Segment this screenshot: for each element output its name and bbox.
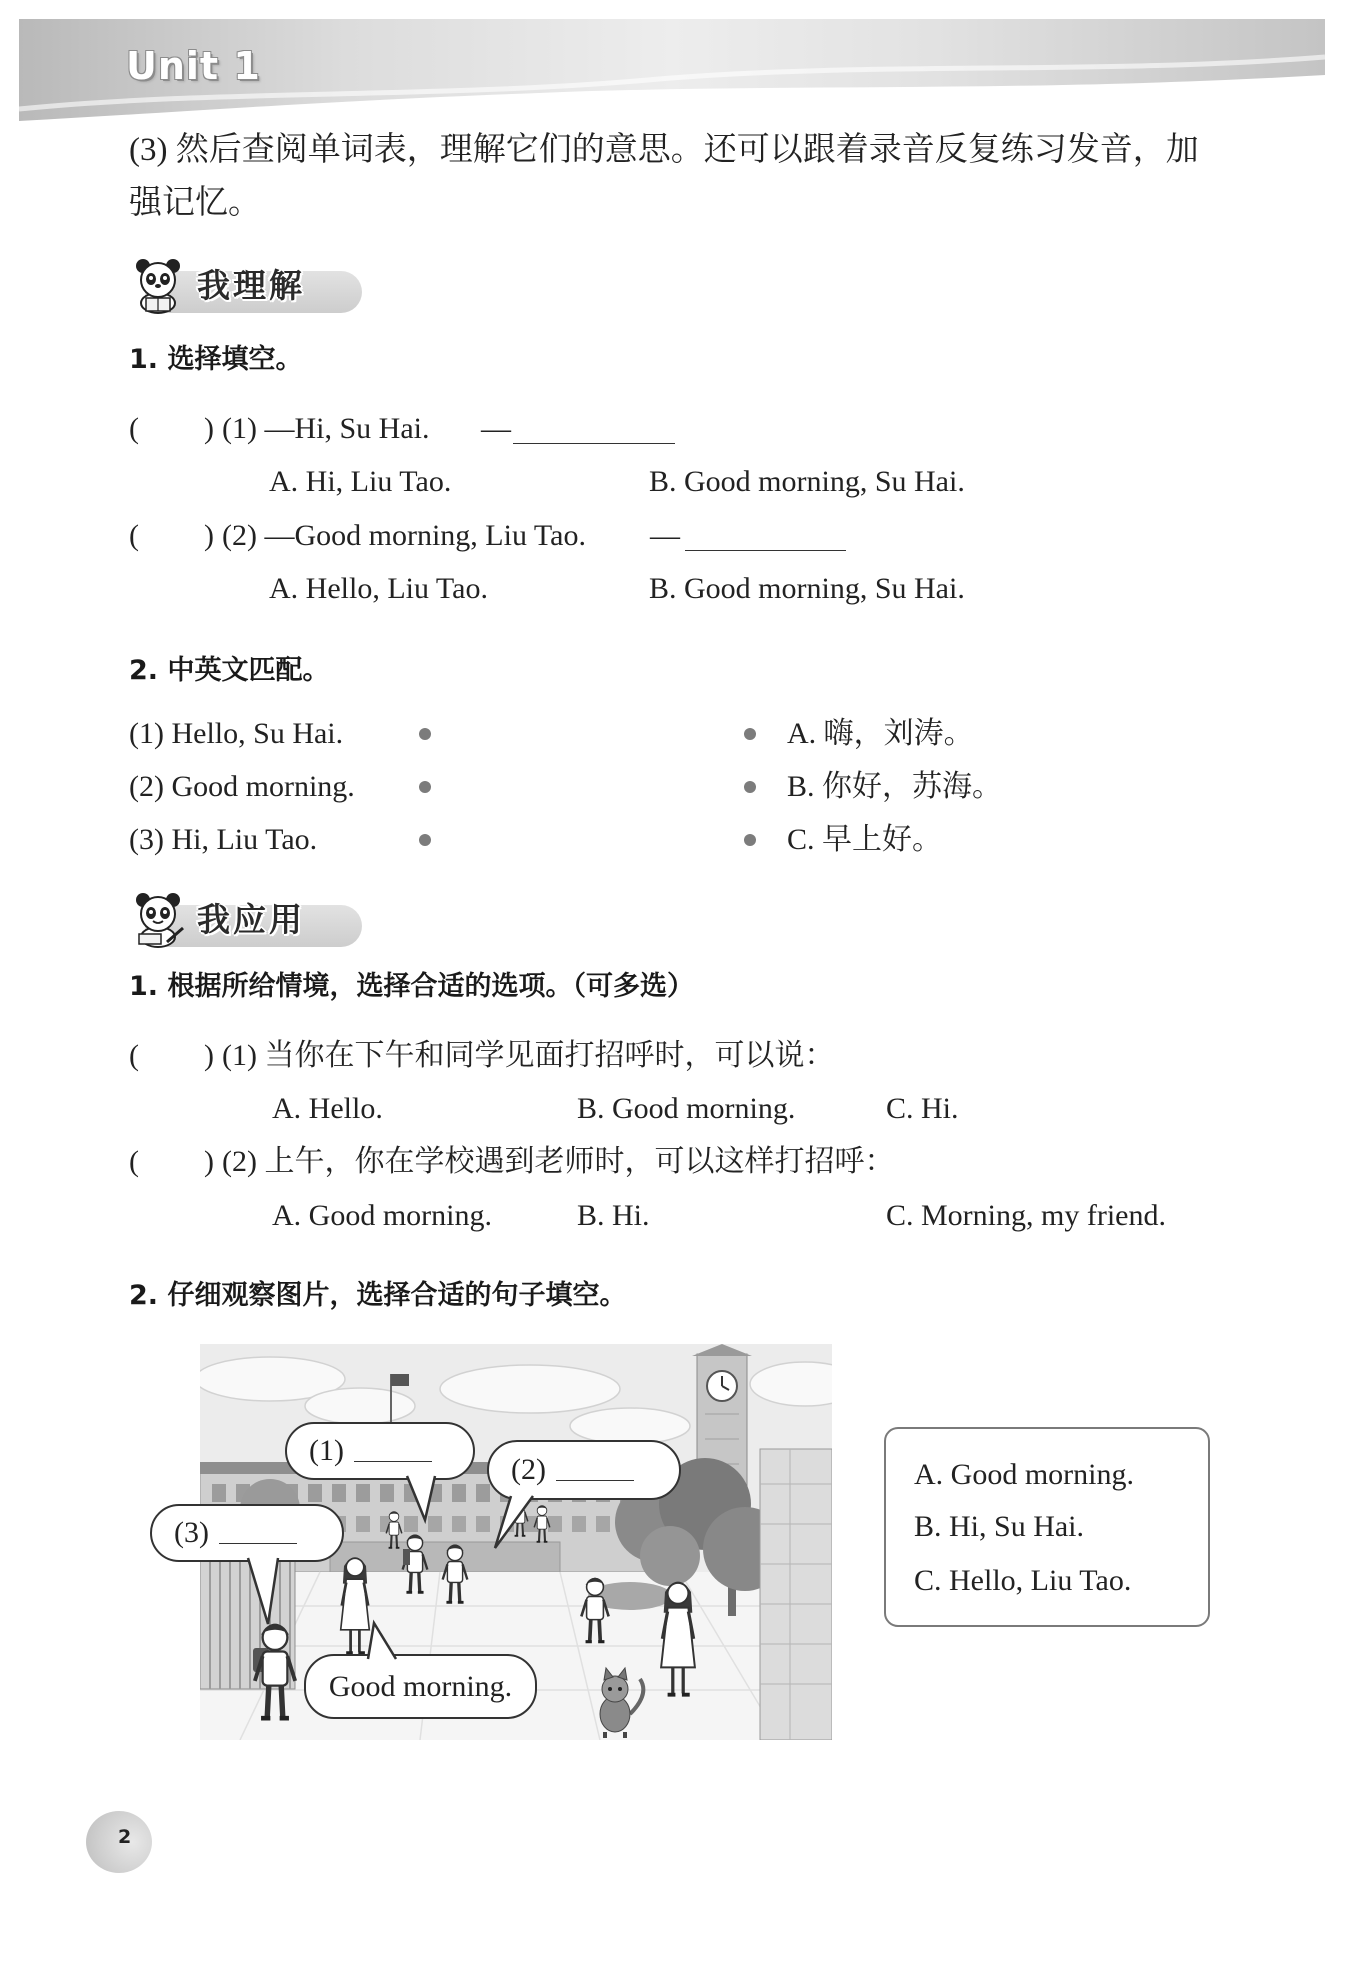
match-right-dot-1	[744, 728, 756, 740]
answer-bracket-close: )	[204, 1039, 214, 1072]
match-left-item-3: (3) Hi, Liu Tao.	[129, 823, 318, 856]
match-right-item-b: B. 你好，苏海。	[787, 770, 1003, 803]
apply-q1-item2-option-a: A. Good morning.	[272, 1199, 492, 1232]
unit-title: Unit 1	[126, 44, 261, 88]
understand-q1-item2-option-b: B. Good morning, Su Hai.	[649, 572, 965, 605]
speech-bubble-good-morning-tail	[362, 1621, 402, 1659]
match-right-dot-3	[744, 834, 756, 846]
match-right-item-a: A. 嗨，刘涛。	[787, 717, 974, 750]
understand-q2-title: 2. 中英文匹配。	[129, 655, 330, 686]
speech-bubble-3-blank	[219, 1543, 297, 1544]
answer-bracket-open: (	[129, 519, 139, 552]
speech-bubble-1-blank	[354, 1461, 432, 1462]
understand-q1-item2-option-a: A. Hello, Liu Tao.	[269, 572, 488, 605]
speech-bubble-2-blank	[556, 1480, 634, 1481]
panda-writing-icon	[131, 890, 185, 948]
sentence-option-c: C. Hello, Liu Tao.	[914, 1564, 1132, 1597]
match-left-item-2: (2) Good morning.	[129, 770, 355, 803]
speech-bubble-good-morning-text: Good morning.	[328, 1669, 513, 1703]
apply-q1-item2-stem: (2) 上午，你在学校遇到老师时，可以这样打招呼：	[222, 1145, 895, 1178]
sentence-option-b: B. Hi, Su Hai.	[914, 1510, 1085, 1543]
badge-label-apply: 我应用	[197, 900, 305, 939]
answer-bracket-close: )	[204, 519, 214, 552]
understand-q1-item1-option-a: A. Hi, Liu Tao.	[269, 465, 452, 498]
speech-bubble-2-tail	[489, 1496, 539, 1552]
apply-q1-item1-option-c: C. Hi.	[886, 1092, 959, 1125]
speech-bubble-2	[487, 1440, 681, 1500]
answer-bracket-close: )	[204, 1145, 214, 1178]
speech-bubble-3-tail	[244, 1558, 284, 1628]
match-left-dot-1	[419, 728, 431, 740]
apply-q1-title: 1. 根据所给情境，选择合适的选项。（可多选）	[129, 971, 694, 1002]
answer-bracket-open: (	[129, 1039, 139, 1072]
section-badge-understand	[131, 256, 362, 314]
speech-bubble-good-morning	[304, 1654, 537, 1719]
sentence-option-a: A. Good morning.	[914, 1458, 1134, 1491]
apply-q1-item1-option-b: B. Good morning.	[577, 1092, 796, 1125]
understand-q1-item2-reply-dash: —	[650, 519, 680, 552]
page-number: 2	[118, 1826, 132, 1848]
match-left-dot-2	[419, 781, 431, 793]
panda-reading-icon	[131, 256, 185, 314]
understand-q1-item2-stem: (2) —Good morning, Liu Tao.	[222, 519, 586, 552]
match-left-dot-3	[419, 834, 431, 846]
apply-q2-title: 2. 仔细观察图片，选择合适的句子填空。	[129, 1280, 627, 1311]
speech-bubble-1-label: (1)	[309, 1434, 344, 1467]
speech-bubble-1	[285, 1422, 475, 1480]
apply-q1-item1-option-a: A. Hello.	[272, 1092, 383, 1125]
match-left-item-1: (1) Hello, Su Hai.	[129, 717, 344, 750]
understand-q1-item1-stem: (1) —Hi, Su Hai.	[222, 412, 430, 445]
apply-q1-item2-option-c: C. Morning, my friend.	[886, 1199, 1166, 1232]
apply-q1-item2-option-b: B. Hi.	[577, 1199, 650, 1232]
answer-bracket-open: (	[129, 412, 139, 445]
understand-q1-item1-option-b: B. Good morning, Su Hai.	[649, 465, 965, 498]
intro-line-1: (3) 然后查阅单词表，理解它们的意思。还可以跟着录音反复练习发音，加	[129, 132, 1199, 168]
sentence-options-box	[884, 1427, 1210, 1627]
badge-label-understand: 我理解	[197, 266, 305, 305]
section-badge-apply	[131, 890, 362, 948]
match-right-item-c: C. 早上好。	[787, 823, 943, 856]
apply-q1-item1-stem: (1) 当你在下午和同学见面打招呼时，可以说：	[222, 1039, 835, 1072]
speech-bubble-1-tail	[403, 1476, 443, 1522]
understand-q1-item1-blank	[513, 443, 675, 444]
speech-bubble-3	[150, 1504, 344, 1562]
answer-bracket-close: )	[204, 412, 214, 445]
match-right-dot-2	[744, 781, 756, 793]
understand-q1-item1-reply-dash: —	[481, 412, 511, 445]
answer-bracket-open: (	[129, 1145, 139, 1178]
speech-bubble-3-label: (3)	[174, 1516, 209, 1549]
understand-q1-title: 1. 选择填空。	[129, 344, 303, 375]
pillar-building	[760, 1449, 832, 1740]
speech-bubble-2-label: (2)	[511, 1453, 546, 1486]
understand-q1-item2-blank	[685, 550, 846, 551]
intro-line-2: 强记忆。	[129, 185, 261, 221]
